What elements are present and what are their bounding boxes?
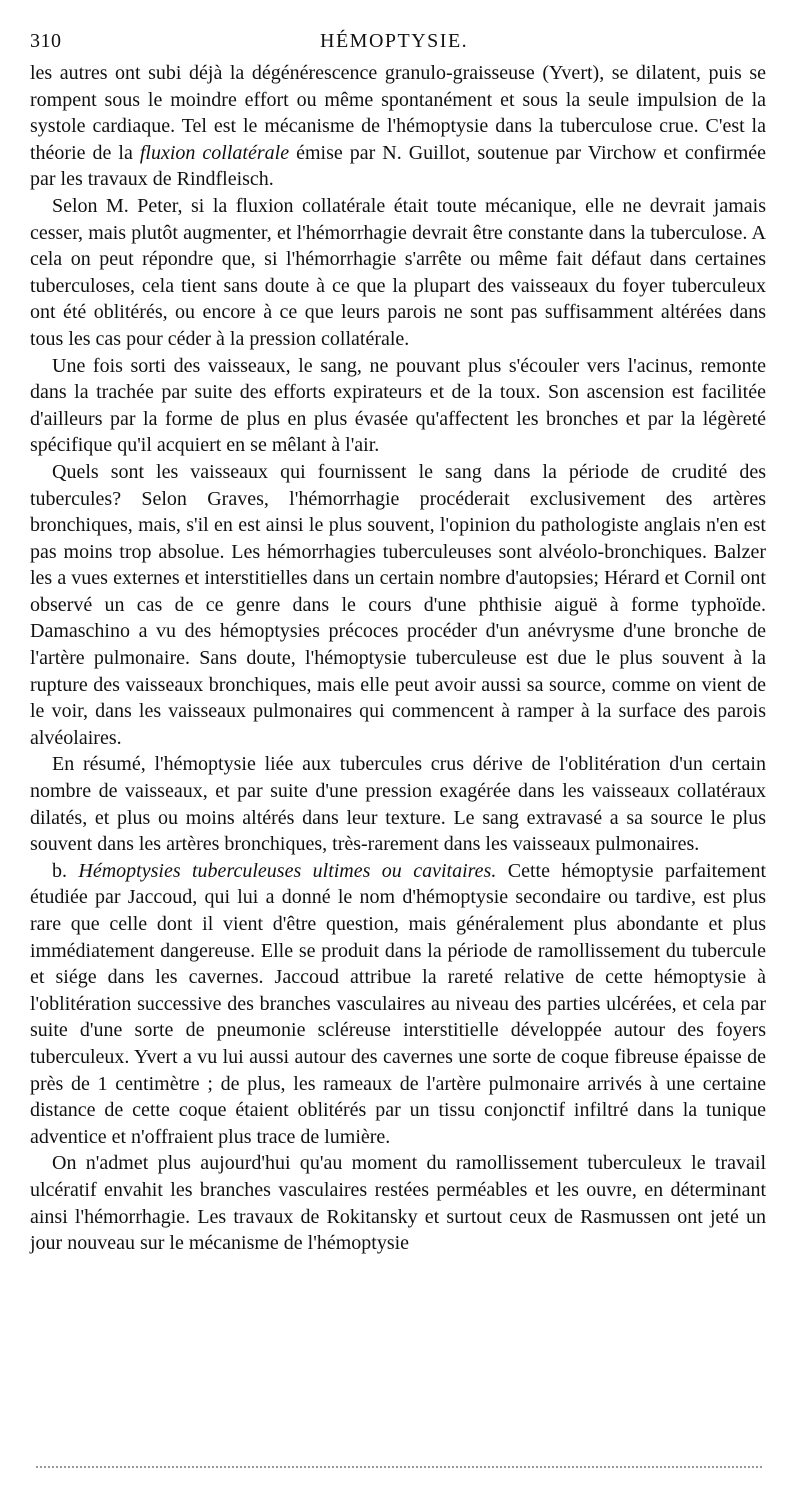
running-title: HÉMOPTYSIE. [320,30,469,52]
paragraph-6-text: Cette hémoptysie parfaitement étudiée par Jaccoud, qui lui a donné le nom d'hémoptysie secondaire ou tardive, est plus rare que celle dont il vient d'être question, mais généralement plus abondante et plus immédiatement dangereuse. Elle se produit dans la période de ramollissement du tubercule et siége dans les cavernes. Jaccoud attribue la rareté relative de cette hémoptysie à l'oblitération successive des branches vasculaires au niveau des parties ulcérées, et cela par suite d'une sorte de pneumonie scléreuse interstitielle développée autour des foyers tuberculeux. Yvert a vu lui aussi autour des cavernes une sorte de coque fibreuse épaisse de près de 1 centimètre ; de plus, les rameaux de l'artère pulmonaire arrivés à une certaine distance de cette coque étaient oblitérés par un tissu conjonctif infiltré dans la tunique adventice et n'offraient plus trace de lumière. [30,859,767,1148]
paragraph-1-tail: émise par N. Guillot, soutenue par Virchow et confirmée par les travaux de Rindfleisch. [30,141,767,191]
section-marker: b. [52,859,79,882]
paragraph-2: Selon M. Peter, si la fluxion collatérale était toute mécanique, elle ne devrait jamais cesser, mais plutôt augmenter, et l'hémorrhagie devrait être constante dans la tuberculose. A cela on peut répondre que, si l'hémorrhagie s'arrête ou même fait défaut dans certaines tuberculoses, cela tient sans doute à ce que la plupart des vaisseaux du foyer tuberculeux ont été oblitérés, ou encore à ce que leurs parois ne sont pas suffisamment altérées dans tous les cas pour céder à la pression collatérale. [30,194,766,350]
page-number: 310 [30,30,62,52]
paragraph-1-text: les autres ont subi déjà la dégénérescence granulo-graisseuse (Yvert), se dilatent, puis se rompent sous le moindre effort ou même spontanément et sous la seule impulsion de la systole cardiaque. Tel est le mécanisme de l'hémoptysie dans la tuberculose crue. C'est la théorie de la [30,62,766,164]
paragraph-5: En résumé, l'hémoptysie liée aux tubercules crus dérive de l'oblitération d'un certain nombre de vaisseaux, et par suite d'une pression exagérée dans les vaisseaux collatéraux dilatés, et plus ou moins altérés dans leur texture. Le sang extravasé a sa source le plus souvent dans les artères bronchiques, très-rarement dans les vaisseaux pulmonaires. [30,753,766,856]
body-text [30,60,766,1257]
section-heading: Hémoptysies tuberculeuses ultimes ou cavitaires. [78,859,497,882]
footer-dotted-rule [36,1466,762,1468]
paragraph-4: Quels sont les vaisseaux qui fournissent le sang dans la période de crudité des tubercules? Selon Graves, l'hémorrhagie procéderait exclusivement des artères bronchiques, mais, s'il en est ainsi le plus souvent, l'opinion du pathologiste anglais n'en est pas moins trop absolue. Les hémorrhagies tuberculeuses sont alvéolo-bronchiques. Balzer les a vues externes et interstitielles dans un certain nombre d'autopsies; Hérard et Cornil ont observé un cas de ce genre dans le cours d'une phthisie aiguë à forme typhoïde. Damaschino a vu des hémoptysies précoces procéder d'un anévrysme d'une bronche de l'artère pulmonaire. Sans doute, l'hémoptysie tuberculeuse est due le plus souvent à la rupture des vaisseaux bronchiques, mais elle peut avoir aussi sa source, comme on vient de le voir, dans les vaisseaux pulmonaires qui commencent à ramper à la surface des parois alvéolaires. [30,460,766,749]
running-header [30,30,766,60]
paragraph-1-italic: fluxion collatérale [139,141,290,164]
paragraph-3: Une fois sorti des vaisseaux, le sang, ne pouvant plus s'écouler vers l'acinus, remonte dans la trachée par suite des efforts expirateurs et de la toux. Son ascension est facilitée d'ailleurs par la forme de plus en plus évasée qu'affectent les bronches et par la légèreté spécifique qu'il acquiert en se mêlant à l'air. [30,354,766,457]
paragraph-7: On n'admet plus aujourd'hui qu'au moment du ramollissement tuberculeux le travail ulcératif envahit les branches vasculaires restées perméables et les ouvre, en déterminant ainsi l'hémorrhagie. Les travaux de Rokitansky et surtout ceux de Rasmussen ont jeté un jour nouveau sur le mécanisme de l'hémoptysie [30,1152,766,1255]
paragraph-6 [30,858,766,1151]
page [30,30,766,1257]
paragraph-1 [30,60,766,193]
